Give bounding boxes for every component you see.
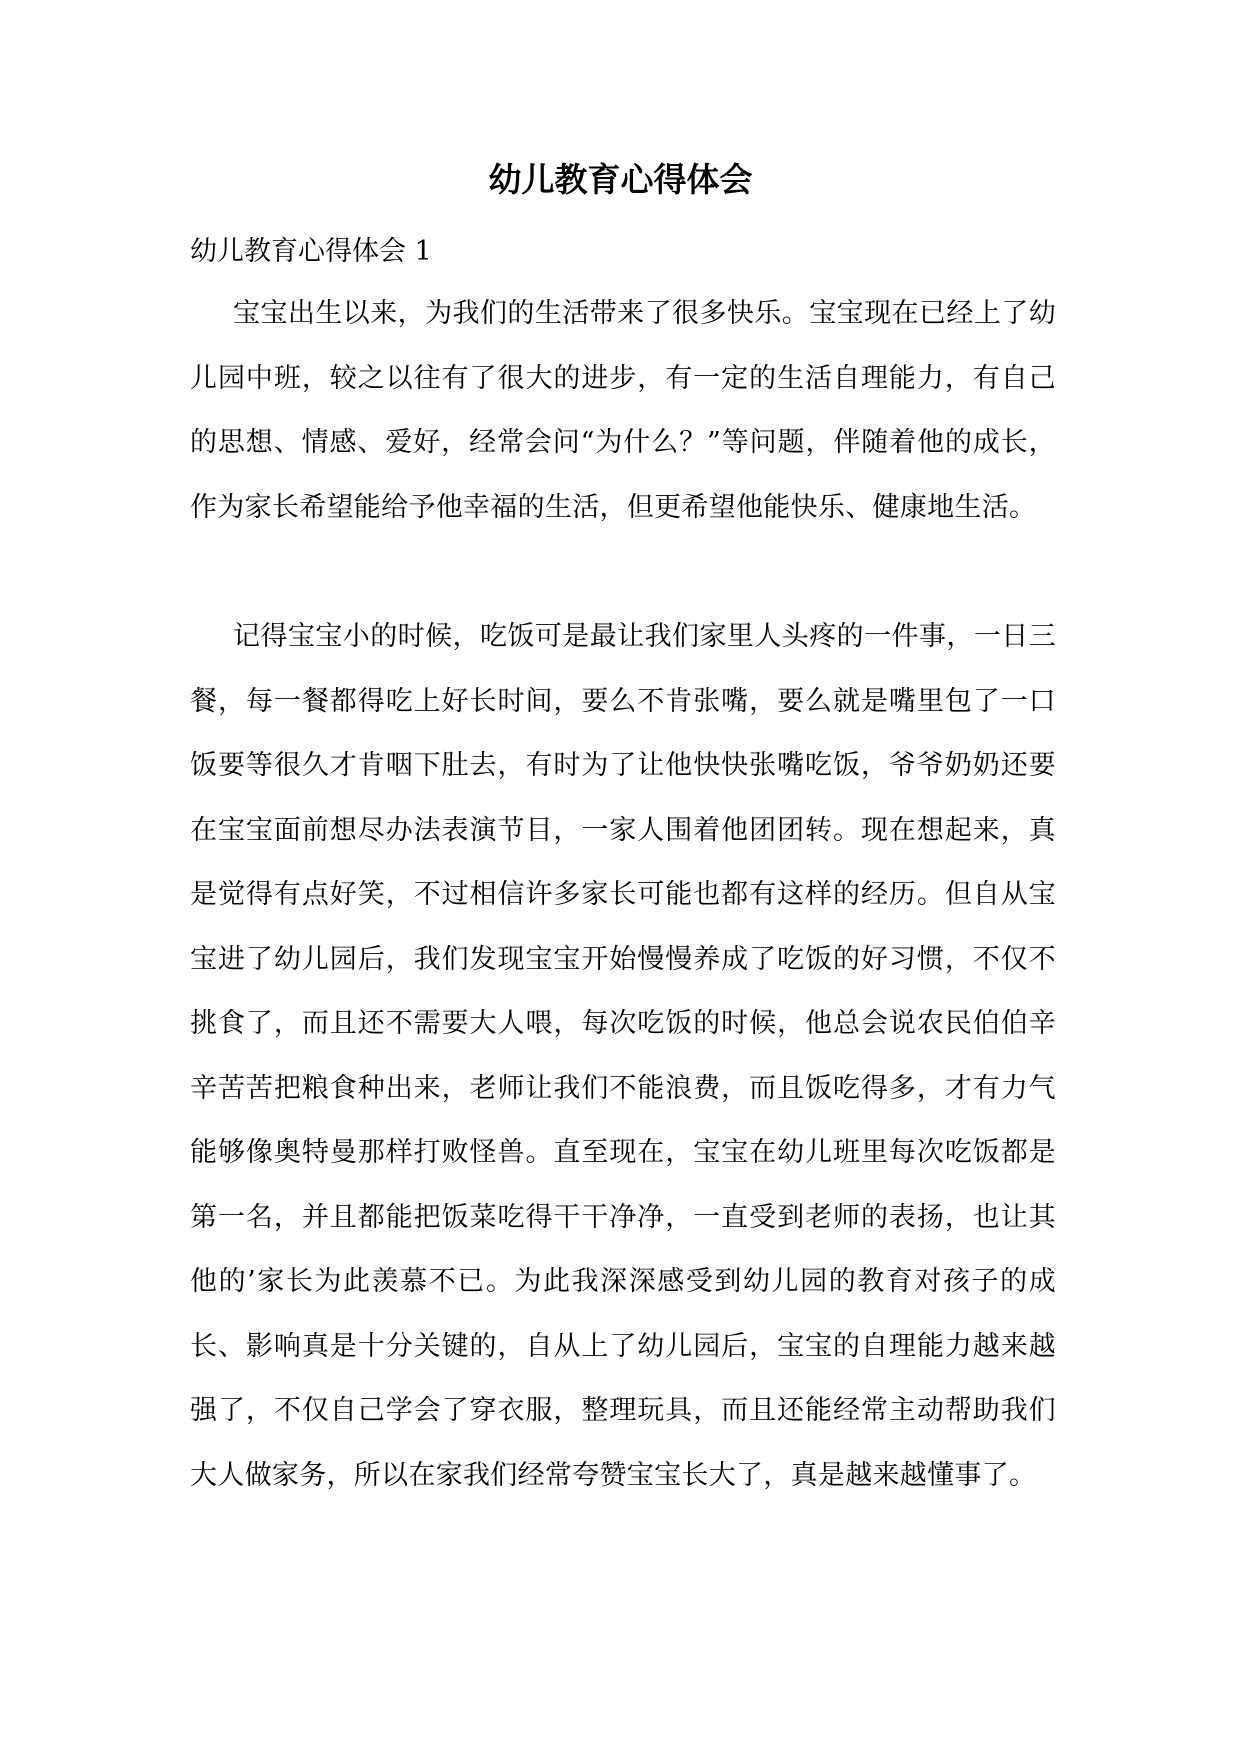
section-heading: 幼儿教育心得体会 1 [190, 236, 432, 267]
paragraph-1: 宝宝出生以来，为我们的生活带来了很多快乐。宝宝现在已经上了幼儿园中班，较之以往有了很大的进步，有一定的生活自理能力，有自己的思想、情感、爱好，经常会问“为什么？”等问题，伴随着他的成长，作为家长希望能给予他幸福的生活，但更希望他能快乐、健康地生活。 [190, 298, 1056, 523]
paragraph-2: 记得宝宝小的时候，吃饭可是最让我们家里人头疼的一件事，一日三餐，每一餐都得吃上好长时间，要么不肯张嘴，要么就是嘴里包了一口饭要等很久才肯咽下肚去，有时为了让他快快张嘴吃饭，爷爷奶奶还要在宝宝面前想尽办法表演节目，一家人围着他团团转。现在想起来，真是觉得有点好笑，不过相信许多家长可能也都有这样的经历。但自从宝宝进了幼儿园后，我们发现宝宝开始慢慢养成了吃饭的好习惯，不仅不挑食了，而且还不需要大人喂，每次吃饭的时候，他总会说农民伯伯辛辛苦苦把粮食种出来，老师让我们不能浪费，而且饭吃得多，才有力气能够像奥特曼那样打败怪兽。直至现在，宝宝在幼儿班里每次吃饭都是第一名，并且都能把饭菜吃得干干净净，一直受到老师的表扬，也让其他的’家长为此羡慕不已。为此我深深感受到幼儿园的教育对孩子的成长、影响真是十分关键的，自从上了幼儿园后，宝宝的自理能力越来越强了，不仅自己学会了穿衣服，整理玩具，而且还能经常主动帮助我们大人做家务，所以在家我们经常夸赞宝宝长大了，真是越来越懂事了。 [190, 621, 1056, 1491]
document-title: 幼儿教育心得体会 [488, 160, 753, 199]
